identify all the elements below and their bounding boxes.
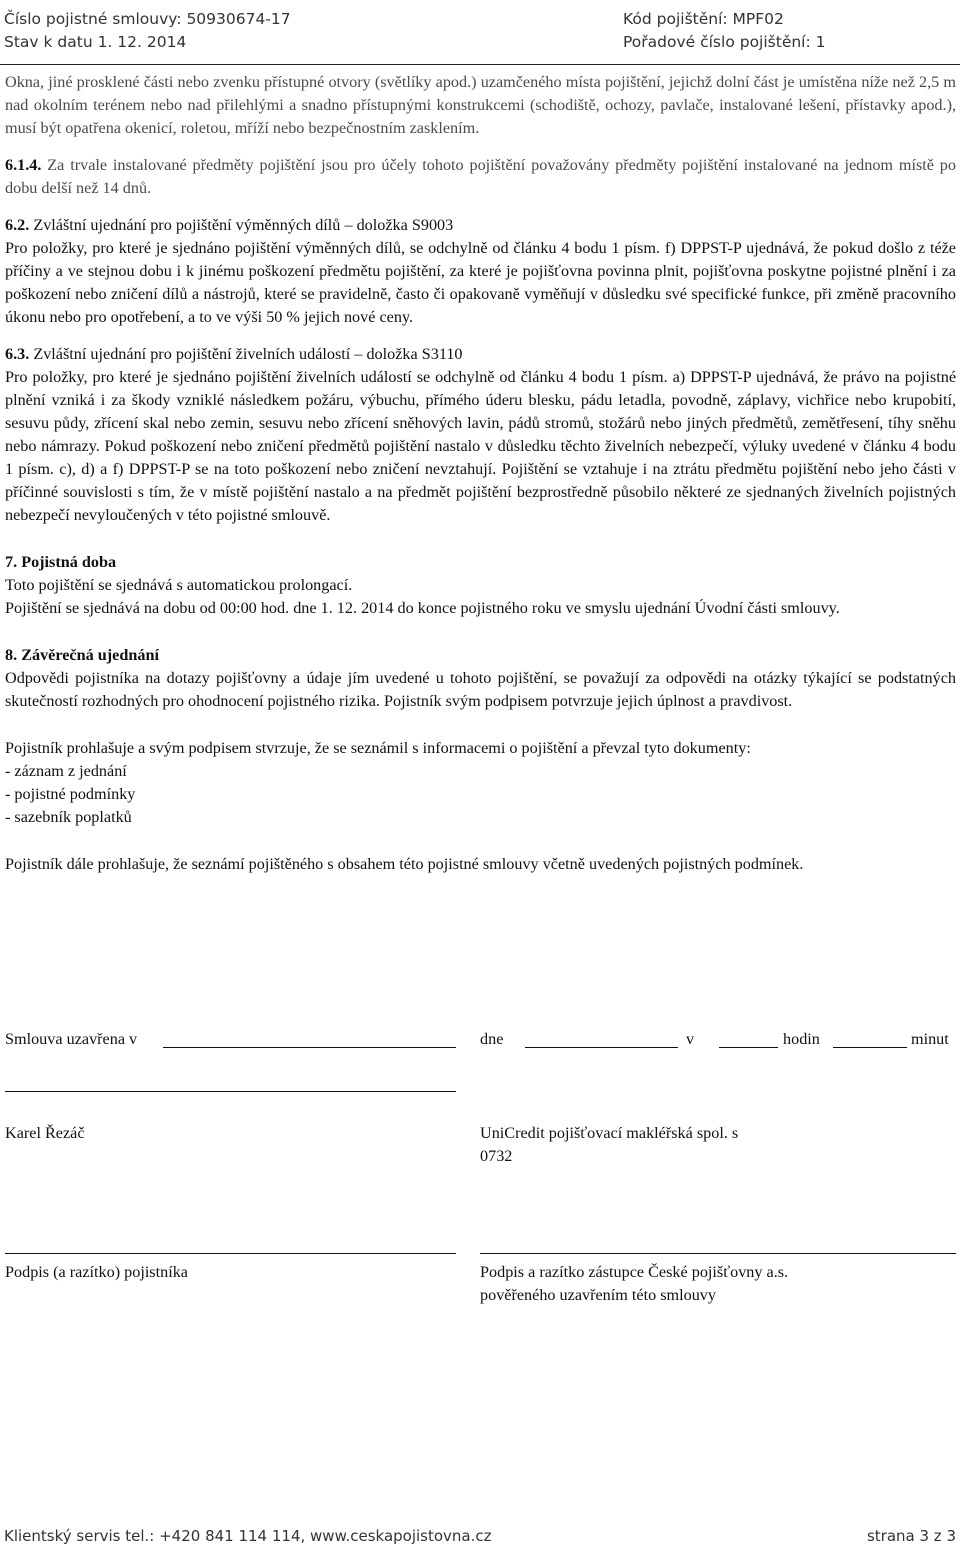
section-6-3-text: Pro položky, pro které je sjednáno pojištění živelních událostí se odchylně od článku 4 bodu 1 písm. a) DPPST-P ujednává, že právo na pojistné plnění vzniká i za škody vzniklé následkem požáru, výbuchu, přímého úderu blesku, pádu letadla, povodně, záplavy, vichřice nebo krupobití, sesuvu půdy, zřícení skal nebo zemin, sesuvu nebo zřícení sněhových lavin, pádů stromů, stožárů nebo jiných předmětů, zemětřesení, tíhy sněhu nebo námrazy. Pokud poškození nebo zničení předmětů pojištění nastalo v důsledku těchto živelních nebezpečí, výluky uvedené v článku 4 bodu 1 písm. c), d) a f) DPPST-P se na toto poškození nebo zničení nevztahují. Pojištění se vztahuje i na ztrátu předmětu pojištění nebo jeho části v příčinné souvislosti s tím, že v místě pojištění nastalo a na předmět pojištění bezprostředně působilo některé ze sjednaných živelních pojistných nebezpečí nevyloučených v této pojistné smlouvě. [5, 368, 956, 524]
section-6-2-number: 6.2. [5, 216, 30, 234]
section-6-2-title: Zvláštní ujednání pro pojištění výměnných dílů – doložka S9003 [33, 216, 454, 234]
declaration-intro: Pojistník prohlašuje a svým podpisem stvrzuje, že se seznámil s informacemi o pojištění a převzal tyto dokumenty: [5, 739, 751, 757]
insurer-signature-line[interactable] [480, 1253, 956, 1254]
declaration-final: Pojistník dále prohlašuje, že seznámí pojištěného s obsahem této pojistné smlouvy včetně uvedených pojistných podmínek. [5, 855, 804, 873]
document-body [5, 71, 956, 876]
section-6-2-heading [5, 214, 956, 237]
page-footer [0, 1513, 960, 1553]
section-8-title: 8. Závěrečná ujednání [5, 646, 159, 664]
insurance-code: Kód pojištění: MPF02 [623, 10, 784, 28]
document-list-item: - pojistné podmínky [5, 785, 136, 803]
section-6-2-text: Pro položky, pro které je sjednáno pojištění výměnných dílů, se odchylně od článku 4 bodu 1 písm. f) DPPST-P ujednává, že pokud došlo z téže příčiny a ve stejnou dobu i k jinému poškození předmětu pojištění, za které je pojišťovna povinna plnit, pojišťovna poskytne pojistné plnění i za poškození nebo zničení dílů a nástrojů, které se pravidelně, často či opakovaně vyměňují v důsledku své specifické funkce, při změně pracovního úkonu nebo pro opotřebení, a to ve výši 50 % jejich nové ceny. [5, 239, 956, 326]
section-6-1-4-text: Za trvale instalované předměty pojištění jsou pro účely tohoto pojištění považovány předměty pojištění instalované na jednom místě po dobu delší než 14 dnů. [5, 156, 956, 197]
date-field[interactable] [525, 1047, 678, 1048]
page-number: strana 3 z 3 [866, 1527, 956, 1545]
section-6-1-4-number: 6.1.4. [5, 156, 42, 174]
section-8-text: Odpovědi pojistníka na dotazy pojišťovny a údaje jím uvedené u tohoto pojištění, se považují za odpovědi na otázky týkající se podstatných skutečností rozhodných pro ohodnocení pojistného rizika. Pojistník svým podpisem potvrzuje jejich úplnost a pravdivost. [5, 669, 956, 710]
holder-signature-line-top[interactable] [5, 1091, 456, 1092]
section-6-3-heading [5, 343, 956, 366]
holder-name: Karel Řezáč [5, 1124, 85, 1142]
holder-signature-line[interactable] [5, 1253, 456, 1254]
policy-number: Číslo pojistné smlouvy: 50930674-17 [4, 10, 291, 28]
broker-code: 0732 [480, 1147, 513, 1165]
insurer-signature-label: Podpis a razítko zástupce České pojišťovny a.s. [480, 1263, 789, 1281]
section-6-1-4 [5, 154, 956, 200]
hours-label: hodin [783, 1030, 820, 1048]
document-list-item: - sazebník poplatků [5, 808, 132, 826]
section-7-line-1: Toto pojištění se sjednává s automatickou prolongací. [5, 576, 353, 594]
insurer-signature-label-2: pověřeného uzavřením této smlouvy [480, 1286, 716, 1304]
page-header [0, 0, 960, 65]
at-label: v [686, 1030, 695, 1048]
document-list-item: - záznam z jednání [5, 762, 127, 780]
hours-field[interactable] [719, 1047, 778, 1048]
section-7-line-2: Pojištění se sjednává na dobu od 00:00 hod. dne 1. 12. 2014 do konce pojistného roku ve smyslu ujednání Úvodní části smlouvy. [5, 599, 840, 617]
order-number: Pořadové číslo pojištění: 1 [623, 33, 826, 51]
minutes-label: minut [911, 1030, 949, 1048]
contract-place-field[interactable] [163, 1047, 456, 1048]
section-6-3-number: 6.3. [5, 345, 30, 363]
section-7-title: 7. Pojistná doba [5, 553, 117, 571]
minutes-field[interactable] [833, 1047, 907, 1048]
section-6-3-title: Zvláštní ujednání pro pojištění živelních událostí – doložka S3110 [33, 345, 463, 363]
windows-paragraph: Okna, jiné prosklené části nebo zvenku přístupné otvory (světlíky apod.) uzamčeného místa pojištění, jejichž dolní část je umístěna níže než 2,5 m nad okolním terénem nebo nad přilehlými a snadno přístupnými konstrukcemi (schodiště, ochozy, pavlače, instalované lešení, přístavky apod.), musí být opatřena okenicí, roletou, mříží nebo bezpečnostním zasklením. [5, 73, 956, 137]
declaration-block [5, 737, 956, 829]
client-service-contact: Klientský servis tel.: +420 841 114 114, www.ceskapojistovna.cz [4, 1527, 492, 1545]
contract-place-label: Smlouva uzavřena v [5, 1030, 138, 1048]
holder-signature-label: Podpis (a razítko) pojistníka [5, 1263, 188, 1281]
broker-name: UniCredit pojišťovací makléřská spol. s [480, 1124, 739, 1142]
date-label: dne [480, 1030, 504, 1048]
state-date: Stav k datu 1. 12. 2014 [4, 33, 187, 51]
